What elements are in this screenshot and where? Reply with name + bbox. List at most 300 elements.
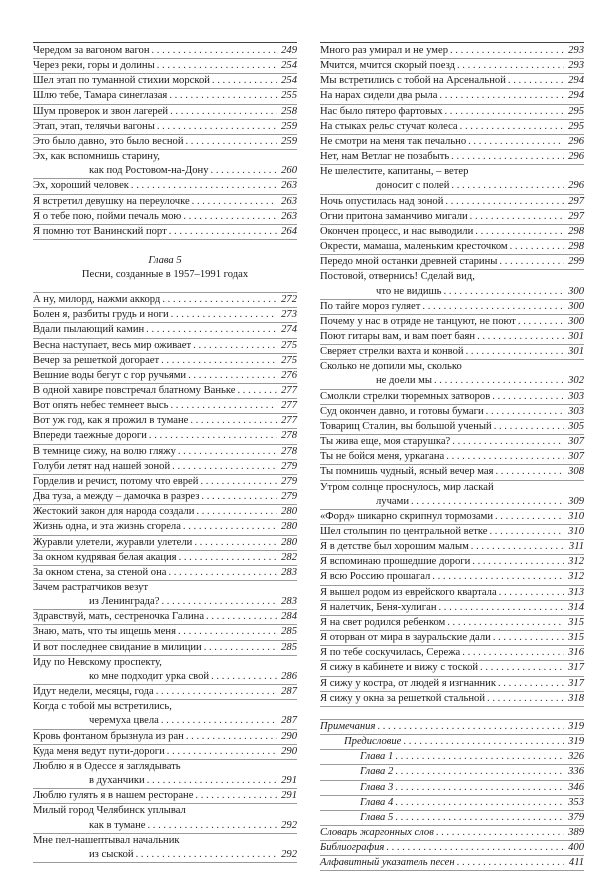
entry-title: Жизнь одна, и эта жизнь сгорела: [33, 521, 181, 533]
page-number: 309: [568, 495, 584, 507]
page-number: 400: [568, 842, 584, 854]
dot-leader: [518, 315, 564, 329]
toc-entry: [33, 308, 297, 323]
entry-title: Здравствуй, мать, сестреночка Галина: [33, 611, 205, 623]
toc-entry: [33, 460, 297, 475]
entry-title: Я вспоминаю прошедшие дороги: [320, 556, 471, 568]
toc-entry: [33, 195, 297, 210]
entry-title-continuation: доносит с полей: [376, 180, 450, 192]
page-number: 307: [568, 451, 584, 463]
entry-title: Примечания: [320, 720, 376, 732]
toc-entry: [320, 601, 584, 616]
page-number: 411: [568, 857, 584, 869]
dot-leader: [471, 540, 564, 554]
page-number: 274: [281, 324, 297, 336]
page-number: 283: [281, 596, 297, 608]
entry-title: Шум проверок и звон лагерей: [33, 105, 169, 117]
toc-entry: [33, 536, 297, 551]
entry-title-continuation: как в тумане: [89, 819, 146, 831]
page-number: 303: [568, 390, 584, 402]
entry-title: Предисловие: [344, 736, 402, 748]
entry-title: Суд окончен давно, и готовы бумаги: [320, 405, 484, 417]
entry-title: Библиография: [320, 842, 385, 854]
entry-title: Ночь опустилась над зоной: [320, 195, 444, 207]
dot-leader: [457, 856, 564, 870]
toc-entry: [320, 661, 584, 676]
toc-entry: [320, 195, 584, 210]
dot-leader: [188, 369, 277, 383]
page-number: 263: [281, 180, 297, 192]
toc-entry: [33, 120, 297, 135]
toc-entry: [33, 505, 297, 520]
toc-entry: [320, 450, 584, 465]
entry-title: Ты жива еще, моя старушка?: [320, 436, 451, 448]
entry-title: Мчится, мчится скорый поезд: [320, 60, 455, 72]
entry-title-continuation: в духанчики: [89, 775, 145, 787]
page-number: 294: [568, 90, 584, 102]
page-number: 263: [281, 210, 297, 222]
appendix-entry: [320, 796, 584, 811]
dot-leader: [457, 59, 564, 73]
dot-leader: [462, 646, 564, 660]
toc-entry: [320, 330, 584, 345]
dot-leader: [192, 195, 277, 209]
dot-leader: [439, 601, 565, 615]
toc-entry: [33, 641, 297, 656]
toc-entry: [320, 692, 584, 707]
toc-entry: [320, 210, 584, 225]
toc-entry: [33, 700, 297, 729]
entry-title-continuation: из Ленинграда?: [89, 596, 160, 608]
toc-entry: [320, 135, 584, 150]
chapter-title: Глава 5: [148, 255, 182, 267]
page-number: 277: [281, 384, 297, 396]
toc-entry: [33, 339, 297, 354]
entry-title: Вдали пылающий камин: [33, 324, 145, 336]
dot-leader: [194, 536, 277, 550]
toc-entry: [33, 566, 297, 581]
toc-entry: [33, 730, 297, 745]
dot-leader: [212, 74, 277, 88]
entry-title: Эх, хороший человек: [33, 180, 129, 192]
dot-leader: [377, 720, 564, 734]
dot-leader: [136, 848, 277, 862]
page-number: 275: [281, 339, 297, 351]
dot-leader: [206, 610, 277, 624]
page-number: 336: [568, 766, 584, 778]
entry-title: Словарь жаргонных слов: [320, 826, 434, 838]
entry-title: Постовой, отвернись! Сделай вид,: [320, 271, 475, 283]
dot-leader: [490, 525, 565, 539]
entry-title: Я вышел родом из еврейского квартала: [320, 586, 497, 598]
toc-entry: [33, 429, 297, 444]
entry-title: А ну, милорд, нажми аккорд: [33, 294, 161, 306]
dot-leader: [183, 520, 277, 534]
dot-leader: [201, 490, 277, 504]
page-number: 297: [568, 195, 584, 207]
toc-entry: [33, 834, 297, 863]
toc-entry: [320, 646, 584, 661]
toc-entry: [33, 685, 297, 700]
toc-entry: [33, 293, 297, 308]
entry-title: Алфавитный указатель песен: [320, 857, 455, 869]
toc-entry: [33, 520, 297, 535]
page-number: 280: [281, 521, 297, 533]
dot-leader: [395, 781, 564, 795]
entry-title: Шел этап по туманной стихии морской: [33, 75, 210, 87]
page-number: 291: [281, 790, 297, 802]
toc-entry: [320, 465, 584, 480]
appendix-entry: [320, 811, 584, 826]
entry-title-continuation: ко мне подходит урка свой: [89, 670, 210, 682]
entry-title: Два туза, а между – дамочка в разрез: [33, 491, 200, 503]
dot-leader: [167, 745, 277, 759]
page-number: 319: [568, 720, 584, 732]
dot-leader: [468, 135, 564, 149]
entry-title: Шлю тебе, Тамара синеглазая: [33, 90, 168, 102]
entry-title: «Форд» шикарно скрипнул тормозами: [320, 510, 493, 522]
entry-title: Не шелестите, капитаны, – ветер: [320, 166, 469, 178]
dot-leader: [510, 240, 564, 254]
page-number: 298: [568, 225, 584, 237]
entry-title: Идут недели, месяцы, года: [33, 686, 154, 698]
dot-leader: [204, 641, 277, 655]
toc-entry: [320, 586, 584, 601]
page-number: 285: [281, 626, 297, 638]
dot-leader: [148, 819, 278, 833]
toc-entry: [33, 225, 297, 240]
page-number: 353: [568, 796, 584, 808]
page-number: 315: [568, 616, 584, 628]
entry-title: Я о тебе пою, пойми печаль мою: [33, 210, 182, 222]
dot-leader: [439, 89, 564, 103]
page-number: 300: [568, 300, 584, 312]
entry-title: Глава 4: [360, 796, 394, 808]
toc-entry: [320, 225, 584, 240]
page-number: 284: [281, 611, 297, 623]
page-number: 273: [281, 309, 297, 321]
page-number: 293: [568, 45, 584, 56]
dot-leader: [196, 505, 277, 519]
entry-title: В одной хавире повстречал блатному Ваньке: [33, 384, 236, 396]
page-number: 249: [281, 45, 297, 56]
entry-title: Вешние воды бегут с гор ручьями: [33, 369, 187, 381]
page-number: 315: [568, 632, 584, 644]
toc-entry: [33, 414, 297, 429]
entry-title: Чередом за вагоном вагон: [33, 45, 150, 56]
page-number: 280: [281, 506, 297, 518]
appendix-entry: [320, 750, 584, 765]
toc-entry: [33, 745, 297, 760]
toc-entry: [320, 405, 584, 420]
entry-title: Нет, нам Ветлаг не позабыть: [320, 151, 450, 163]
entry-title: Это было давно, это было весной: [33, 135, 184, 147]
appendix-entry: [320, 826, 584, 841]
entry-title-continuation: что не видишь: [376, 285, 442, 297]
entry-title: Смолкли стрелки тюремных затворов: [320, 390, 491, 402]
entry-title: Глава 3: [360, 781, 394, 793]
page-number: 287: [281, 715, 297, 727]
dot-leader: [186, 730, 277, 744]
entry-title: Огни притона заманчиво мигали: [320, 210, 468, 222]
entry-title: Иду по Невскому проспекту,: [33, 656, 162, 668]
dot-leader: [395, 796, 564, 810]
entry-title: Болен я, разбиты грудь и ноги: [33, 309, 169, 321]
toc-entry: [33, 610, 297, 625]
appendix-entry: [320, 720, 584, 735]
toc-entry: [33, 490, 297, 505]
page-number: 326: [568, 751, 584, 763]
page-number: 317: [568, 662, 584, 674]
entry-title-continuation: из сыской: [89, 848, 134, 860]
entry-title: Жестокий закон для народа создали: [33, 506, 195, 518]
toc-entry: [320, 105, 584, 120]
entry-title: Когда с тобой мы встретились,: [33, 701, 172, 713]
entry-title: Я сижу у костра, от людей я изгнанник: [320, 677, 496, 689]
entry-title: Куда меня ведут пути-дороги: [33, 745, 165, 757]
dot-leader: [386, 841, 564, 855]
page-number: 290: [281, 730, 297, 742]
entry-title: Я всю Россию прошагал: [320, 571, 431, 583]
page-number: 279: [281, 491, 297, 503]
dot-leader: [480, 661, 564, 675]
entry-title: Глава 5: [360, 811, 394, 823]
dot-leader: [487, 692, 564, 706]
toc-entry: [320, 616, 584, 631]
toc-entry: [33, 369, 297, 384]
dot-leader: [499, 255, 564, 269]
entry-title-continuation: лучами: [376, 495, 409, 507]
entry-title: И вот последнее свидание в милиции: [33, 641, 202, 653]
entry-title: Передо мной останки древней старины: [320, 256, 498, 268]
page-number: 312: [568, 556, 584, 568]
toc-entry: [320, 435, 584, 450]
dot-leader: [395, 811, 564, 825]
dot-leader: [179, 551, 277, 565]
dot-leader: [452, 435, 564, 449]
page-number: 255: [281, 90, 297, 102]
page-number: 310: [568, 510, 584, 522]
toc-entry: [320, 555, 584, 570]
page-number: 278: [281, 430, 297, 442]
dot-leader: [451, 179, 564, 193]
page-number: 317: [568, 677, 584, 689]
dot-leader: [190, 414, 277, 428]
entry-title: Окрести, мамаша, маленьким кресточком: [320, 241, 508, 253]
page-number: 314: [568, 601, 584, 613]
page-number: 291: [281, 775, 297, 787]
page-number: 307: [568, 436, 584, 448]
page-number: 313: [568, 586, 584, 598]
entry-title: Вот уж год, как я прожил в тумане: [33, 415, 189, 427]
dot-leader: [149, 429, 277, 443]
page-number: 300: [568, 315, 584, 327]
dot-leader: [460, 120, 564, 134]
toc-entry: [33, 354, 297, 369]
dot-leader: [152, 44, 278, 58]
toc-right-column: [320, 44, 584, 871]
toc-entry: [33, 581, 297, 610]
entry-title: Товарищ Сталин, вы большой ученый: [320, 420, 492, 432]
dot-leader: [475, 225, 564, 239]
toc-entry: [320, 150, 584, 165]
dot-leader: [169, 225, 277, 239]
toc-entry: [33, 74, 297, 89]
dot-leader: [193, 339, 277, 353]
dot-leader: [432, 570, 564, 584]
toc-entry: [320, 315, 584, 330]
page-number: 300: [568, 285, 584, 297]
dot-leader: [411, 495, 564, 509]
page-number: 287: [281, 686, 297, 698]
entry-title: Я оторван от мира в зауральские дали: [320, 632, 491, 644]
dot-leader: [451, 150, 564, 164]
dot-leader: [161, 714, 277, 728]
toc-entry: [320, 240, 584, 255]
appendix-entry: [320, 781, 584, 796]
toc-entry: [320, 165, 584, 194]
dot-leader: [470, 210, 564, 224]
page-number: 389: [568, 826, 584, 838]
dot-leader: [395, 765, 564, 779]
page-number: 259: [281, 135, 297, 147]
toc-entry: [33, 445, 297, 460]
dot-leader: [436, 826, 564, 840]
entry-title: Милый город Челябинск уплывал: [33, 805, 186, 817]
entry-title: Вечер за решеткой догорает: [33, 354, 160, 366]
dot-leader: [147, 774, 277, 788]
dot-leader: [447, 616, 564, 630]
dot-leader: [170, 105, 277, 119]
toc-entry: [320, 631, 584, 646]
page-number: 293: [568, 60, 584, 72]
page-number: 283: [281, 566, 297, 578]
toc-entry: [33, 399, 297, 414]
entry-title: Весна наступает, весь мир оживает: [33, 339, 192, 351]
page-number: 259: [281, 120, 297, 132]
toc-entry: [320, 481, 584, 510]
dot-leader: [446, 450, 564, 464]
dot-leader: [493, 631, 564, 645]
page-number: 279: [281, 460, 297, 472]
page-number: 277: [281, 400, 297, 412]
toc-entry: [33, 384, 297, 399]
entry-title: Я помню тот Ванинский порт: [33, 225, 167, 237]
page-number: 295: [568, 120, 584, 132]
toc-entry: [320, 255, 584, 270]
page-number: 290: [281, 745, 297, 757]
page-number: 311: [568, 541, 584, 553]
toc-left-column: [33, 44, 297, 863]
page-number: 318: [568, 692, 584, 704]
page-number: 277: [281, 415, 297, 427]
entry-title: Я встретил девушку на переулочке: [33, 195, 190, 207]
page-number: 276: [281, 369, 297, 381]
toc-entry: [33, 760, 297, 789]
toc-entry: [320, 74, 584, 89]
page-number: 346: [568, 781, 584, 793]
toc-appendix-list: [320, 720, 584, 871]
toc-entry: [33, 625, 297, 640]
dot-leader: [171, 308, 277, 322]
page-number: 272: [281, 294, 297, 306]
entry-title: По тайге мороз гуляет: [320, 300, 421, 312]
entry-title: Много раз умирал и не умер: [320, 45, 448, 56]
toc-entry: [33, 135, 297, 150]
toc-entry: [320, 89, 584, 104]
toc-entry: [320, 270, 584, 299]
entry-title: Мне пел-нашептывал начальник: [33, 834, 180, 846]
entry-title: Ты не бойся меня, уркагана: [320, 451, 445, 463]
page-number: 301: [568, 346, 584, 358]
toc-entry: [33, 105, 297, 120]
dot-leader: [494, 420, 564, 434]
dot-leader: [157, 120, 277, 134]
entry-title: Не смотри на меня так печально: [320, 135, 467, 147]
dot-leader: [395, 750, 564, 764]
page-number: 299: [568, 256, 584, 268]
dot-leader: [146, 323, 277, 337]
page-number: 295: [568, 105, 584, 117]
page-number: 292: [281, 819, 297, 831]
page-number: 305: [568, 420, 584, 432]
toc-entry: [33, 179, 297, 194]
dot-leader: [434, 374, 564, 388]
toc-entry: [320, 677, 584, 692]
entry-title: Горделив и речист, потому что еврей: [33, 475, 199, 487]
entry-title: Люблю я в Одессе я заглядывать: [33, 760, 181, 772]
toc-entry: [320, 420, 584, 435]
dot-leader: [498, 677, 564, 691]
entry-title-continuation: как под Ростовом-на-Дону: [89, 165, 209, 177]
toc-entry: [33, 551, 297, 566]
entry-title: В темнице сижу, на волю гляжу: [33, 445, 176, 457]
appendix-entry: [320, 841, 584, 856]
dot-leader: [492, 390, 564, 404]
toc-entry: [33, 210, 297, 225]
entry-title: Я в детстве был хорошим малым: [320, 541, 469, 553]
page-number: 258: [281, 105, 297, 117]
toc-list-previous-chapter: [33, 44, 297, 240]
page-number: 319: [568, 736, 584, 748]
dot-leader: [445, 105, 565, 119]
appendix-entry: [320, 856, 584, 871]
toc-entry: [320, 540, 584, 555]
entry-title: На нарах сидели два рыла: [320, 90, 438, 102]
dot-leader: [131, 179, 277, 193]
entry-title: Знаю, мать, что ты ищешь меня: [33, 626, 176, 638]
entry-title: Вот опять небес темнеет высь: [33, 400, 169, 412]
entry-title: Через реки, горы и долины: [33, 60, 155, 72]
appendix-entry: [320, 765, 584, 780]
dot-leader: [237, 384, 277, 398]
dot-leader: [403, 735, 564, 749]
toc-entry: [33, 804, 297, 833]
entry-title: Зачем растратчиков везут: [33, 582, 148, 593]
entry-title: За окном кудрявая белая акация: [33, 551, 177, 563]
entry-title: Утром солнце проснулось, мир ласкай: [320, 481, 494, 493]
entry-title: Почему у нас в отряде не танцуют, не поют: [320, 315, 516, 327]
dot-leader: [157, 59, 277, 73]
toc-entry: [33, 89, 297, 104]
toc-entry: [33, 789, 297, 804]
dot-leader: [195, 789, 277, 803]
entry-title: Журавли улетели, журавли улетели: [33, 536, 193, 548]
page-number: 263: [281, 195, 297, 207]
dot-leader: [156, 685, 277, 699]
toc-entry: [320, 120, 584, 135]
dot-leader: [472, 555, 564, 569]
